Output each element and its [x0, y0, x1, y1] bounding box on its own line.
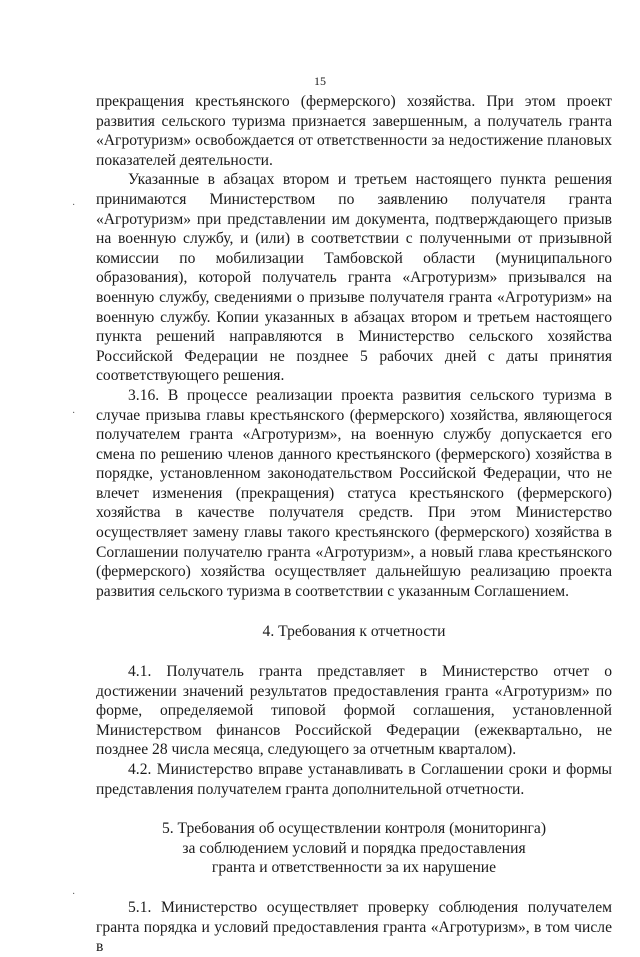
- paragraph: 4.2. Министерство вправе устанавливать в Соглашении сроки и формы представления получателем гранта дополнительной отчетности.: [96, 761, 612, 798]
- margin-mark: ·: [72, 408, 76, 419]
- paragraph: прекращения крестьянского (фермерского) хозяйства. При этом проект развития сельского туризма признается завершенным, а получатель гранта «Агротуризм» освобождается от ответственности за недостижение плановых показателей деятельности.: [96, 93, 612, 169]
- paragraph: 5.1. Министерство осуществляет проверку соблюдения получателем гранта порядка и условий предоставления гранта «Агротуризм», в том числе в: [96, 898, 612, 956]
- paragraph: 3.16. В процессе реализации проекта развития сельского туризма в случае призыва главы крестьянского (фермерского) хозяйства, являющегося получателем гранта «Агротуризм», на военную службу допускается его смена по решению членов данного крестьянского (фермерского) хозяйства в порядке, установленном законодательством Российской Федерации, что не влечет изменения (прекращения) статуса крестьянского (фермерского) хозяйства в качестве получателя средств. При этом Министерство осуществляет замену главы такого крестьянского (фермерского) хозяйства в Соглашении получателю гранта «Агротуризм», а новый глава крестьянского (фермерского) хозяйства осуществляет дальнейшую реализацию проекта развития сельского туризма в соответствии с указанным Соглашением.: [96, 386, 612, 600]
- section-heading-line: 5. Требования об осуществлении контроля (мониторинга): [161, 820, 547, 838]
- section-heading-line: за соблюдением условий и порядка предоставления: [182, 839, 526, 857]
- document-body: [96, 92, 612, 957]
- section-heading-line: гранта и ответственности за их нарушение: [211, 859, 497, 877]
- section-heading: 4. Требования к отчетности: [262, 623, 446, 641]
- paragraph: Указанные в абзацах втором и третьем настоящего пункта решения принимаются Министерством по заявлению получателя гранта «Агротуризм» при представлении им документа, подтверждающего призыв на военную службу, и (или) в соответствии с полученными от призывной комиссии по мобилизации Тамбовской области (муниципального образования), которой получатель гранта «Агротуризм» призывался на военную службу, сведениями о призыве получателя гранта «Агротуризм» на военную службу. Копии указанных в абзацах втором и третьем настоящего пункта решений направляются в Министерство сельского хозяйства Российской Федерации не позднее 5 рабочих дней с даты принятия соответствующего решения.: [96, 171, 612, 385]
- page-number: 15: [314, 74, 326, 88]
- paragraph: 4.1. Получатель гранта представляет в Министерство отчет о достижении значений результатов предоставления гранта «Агротуризм» по форме, определяемой типовой формой соглашения, установленной Министерством финансов Российской Федерации (ежеквартально, не позднее 28 числа месяца, следующего за отчетным кварталом).: [96, 663, 612, 759]
- margin-mark: ·: [72, 889, 76, 900]
- section-heading: [96, 819, 612, 878]
- margin-mark: ·: [72, 200, 76, 211]
